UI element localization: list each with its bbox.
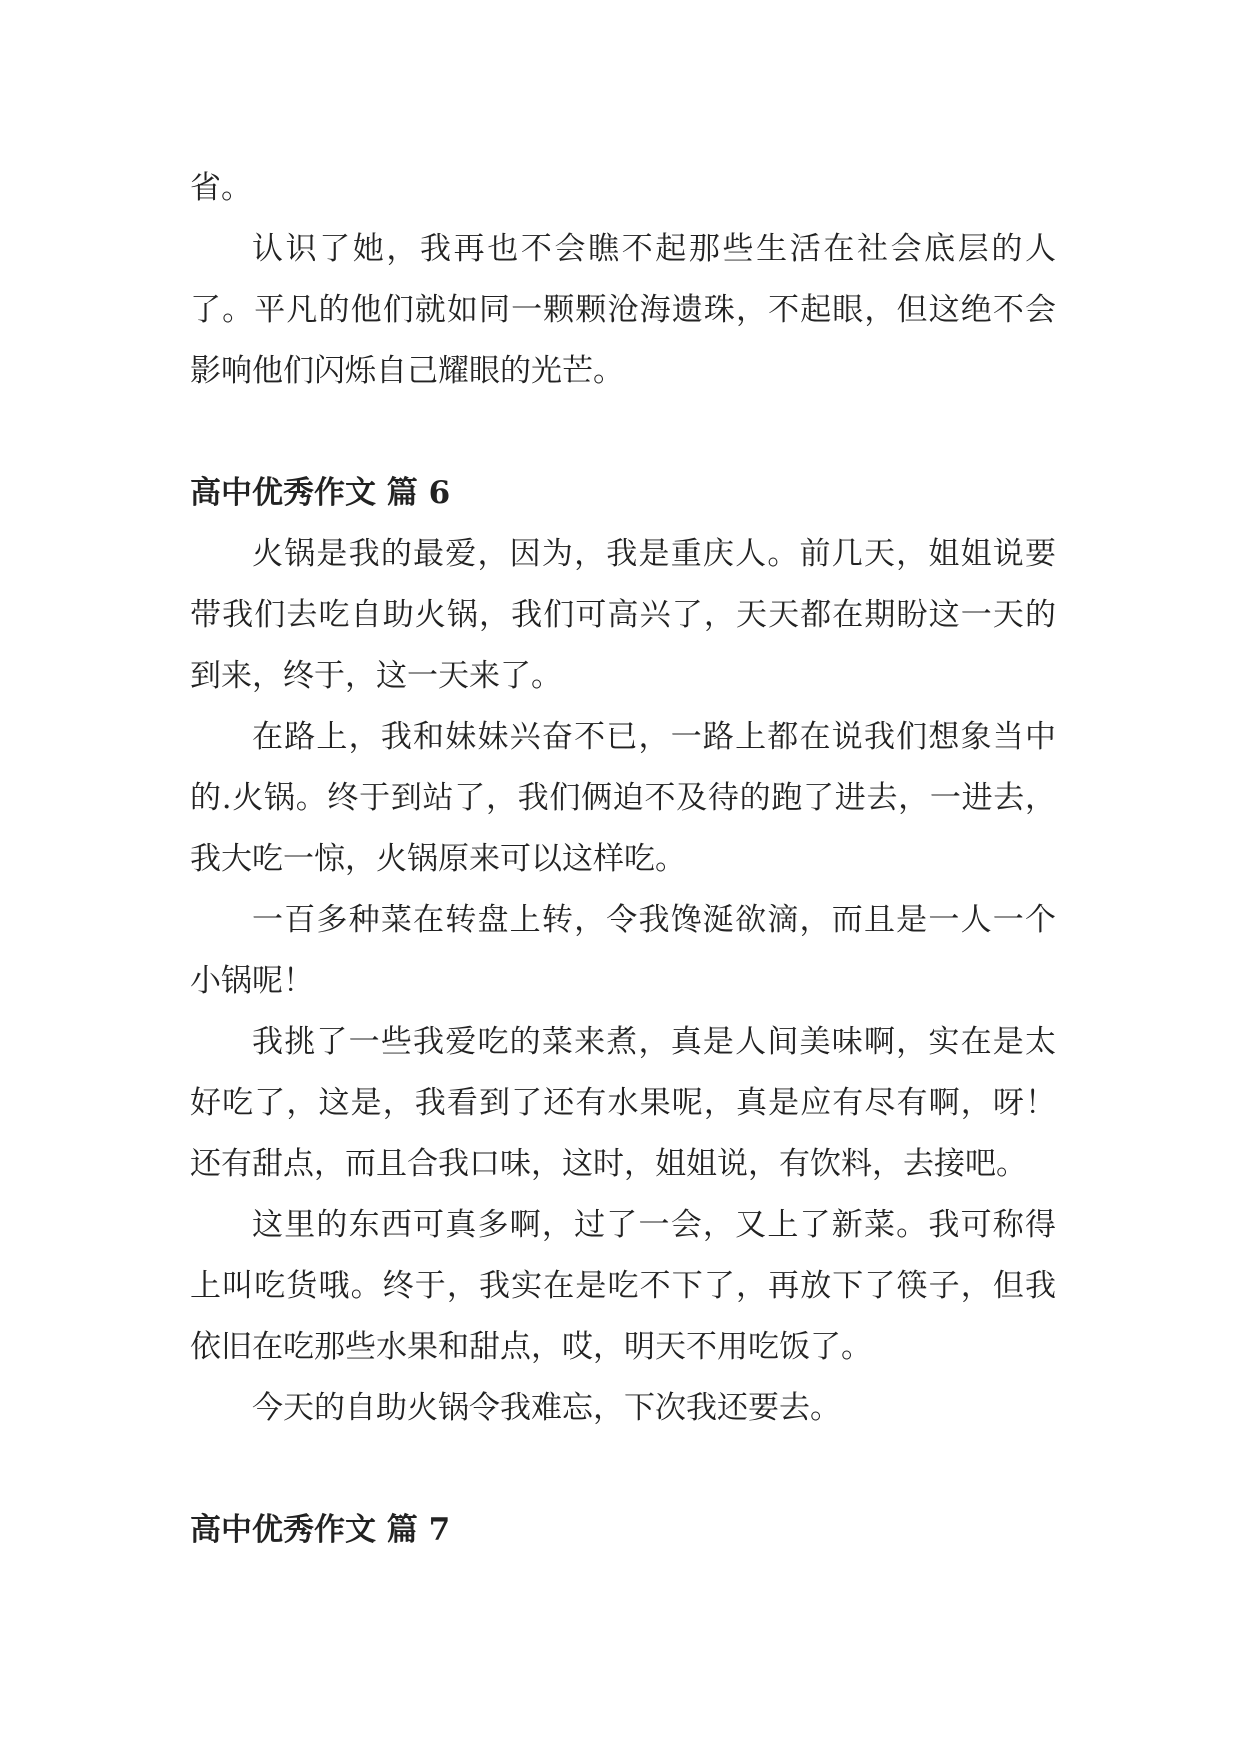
- paragraph: 认识了她，我再也不会瞧不起那些生活在社会底层的人了。平凡的他们就如同一颗颗沧海遗珠，不起眼，但这绝不会影响他们闪烁自己耀眼的光芒。: [190, 231, 1056, 389]
- section-heading-7: 高中优秀作文 篇 7: [190, 1512, 451, 1548]
- section-spacer: [190, 402, 1056, 463]
- paragraph: 今天的自助火锅令我难忘，下次我还要去。: [252, 1390, 841, 1426]
- paragraph: 我挑了一些我爱吃的菜来煮，真是人间美味啊，实在是太好吃了，这是，我看到了还有水果呢，真是应有尽有啊，呀！还有甜点，而且合我口味，这时，姐姐说，有饮料，去接吧。: [190, 1024, 1056, 1182]
- paragraph: 一百多种菜在转盘上转，令我馋涎欲滴，而且是一人一个小锅呢！: [190, 902, 1056, 999]
- document-body: [190, 158, 1056, 1561]
- fragment-line: 省。: [190, 170, 252, 206]
- paragraph: 这里的东西可真多啊，过了一会，又上了新菜。我可称得上叫吃货哦。终于，我实在是吃不下了，再放下了筷子，但我依旧在吃那些水果和甜点，哎，明天不用吃饭了。: [190, 1207, 1056, 1365]
- section-spacer: [190, 1439, 1056, 1500]
- paragraph: 在路上，我和妹妹兴奋不已，一路上都在说我们想象当中的.火锅。终于到站了，我们俩迫不及待的跑了进去，一进去，我大吃一惊，火锅原来可以这样吃。: [190, 719, 1056, 877]
- paragraph: 火锅是我的最爱，因为，我是重庆人。前几天，姐姐说要带我们去吃自助火锅，我们可高兴了，天天都在期盼这一天的到来，终于，这一天来了。: [190, 536, 1056, 694]
- section-heading-6: 高中优秀作文 篇 6: [190, 475, 451, 511]
